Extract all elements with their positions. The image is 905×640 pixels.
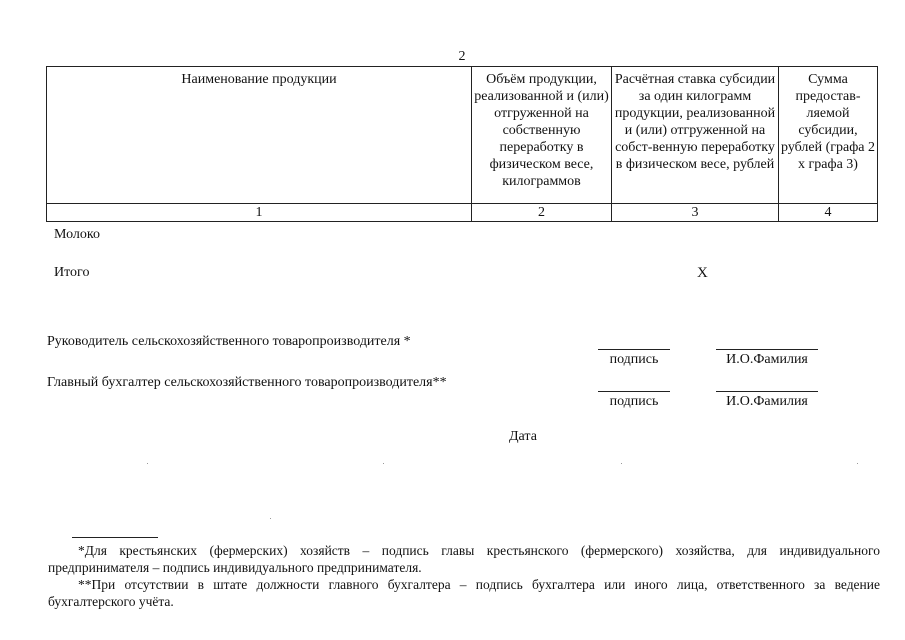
column-number: 3 [612,204,779,222]
footnote-2: **При отсутствии в штате должности главного бухгалтера – подпись бухгалтера или иного лица, ответственного за ведение бухгалтерского учёта. [48,577,880,609]
milk-row-label: Молоко [54,227,100,242]
subsidy-table [46,66,878,222]
table-header-row [47,67,878,204]
page-number: 2 [458,49,466,64]
header-sum: Сумма предостав-ляемой субсидии, рублей (графа 2 х графа 3) [779,67,878,204]
accountant-name-caption: И.О.Фамилия [726,394,808,409]
scan-speck [383,463,384,464]
header-product-name: Наименование продукции [47,67,472,204]
footnote-separator [72,537,158,538]
head-signature-label: Руководитель сельскохозяйственного товаропроизводителя * [47,334,411,349]
scan-speck [621,463,622,464]
head-signature-caption: подпись [609,352,659,367]
scan-speck [270,518,271,519]
footnote-1: *Для крестьянских (фермерских) хозяйств – подпись главы крестьянского (фермерского) хозяйства, для индивидуального предпринимателя – подпись индивидуального предпринимателя. [48,543,880,575]
total-row-label: Итого [54,265,90,280]
accountant-name-line [716,391,818,392]
date-label: Дата [509,429,537,444]
scan-speck [857,463,858,464]
total-rate-placeholder: Х [697,265,708,281]
column-number: 1 [47,204,472,222]
footnotes [48,542,880,610]
accountant-signature-line [598,391,670,392]
head-signature-line [598,349,670,350]
column-number: 4 [779,204,878,222]
head-name-caption: И.О.Фамилия [726,352,808,367]
column-number: 2 [472,204,612,222]
header-volume: Объём продукции, реализованной и (или) отгруженной на собственную переработку в физическом весе, килограммов [472,67,612,204]
header-rate: Расчётная ставка субсидии за один килограмм продукции, реализованной и (или) отгруженной на собст-венную переработку в физическом весе, рублей [612,67,779,204]
column-number-row [47,204,878,222]
accountant-signature-caption: подпись [609,394,659,409]
scan-speck [147,463,148,464]
accountant-signature-label: Главный бухгалтер сельскохозяйственного товаропроизводителя** [47,375,447,390]
head-name-line [716,349,818,350]
